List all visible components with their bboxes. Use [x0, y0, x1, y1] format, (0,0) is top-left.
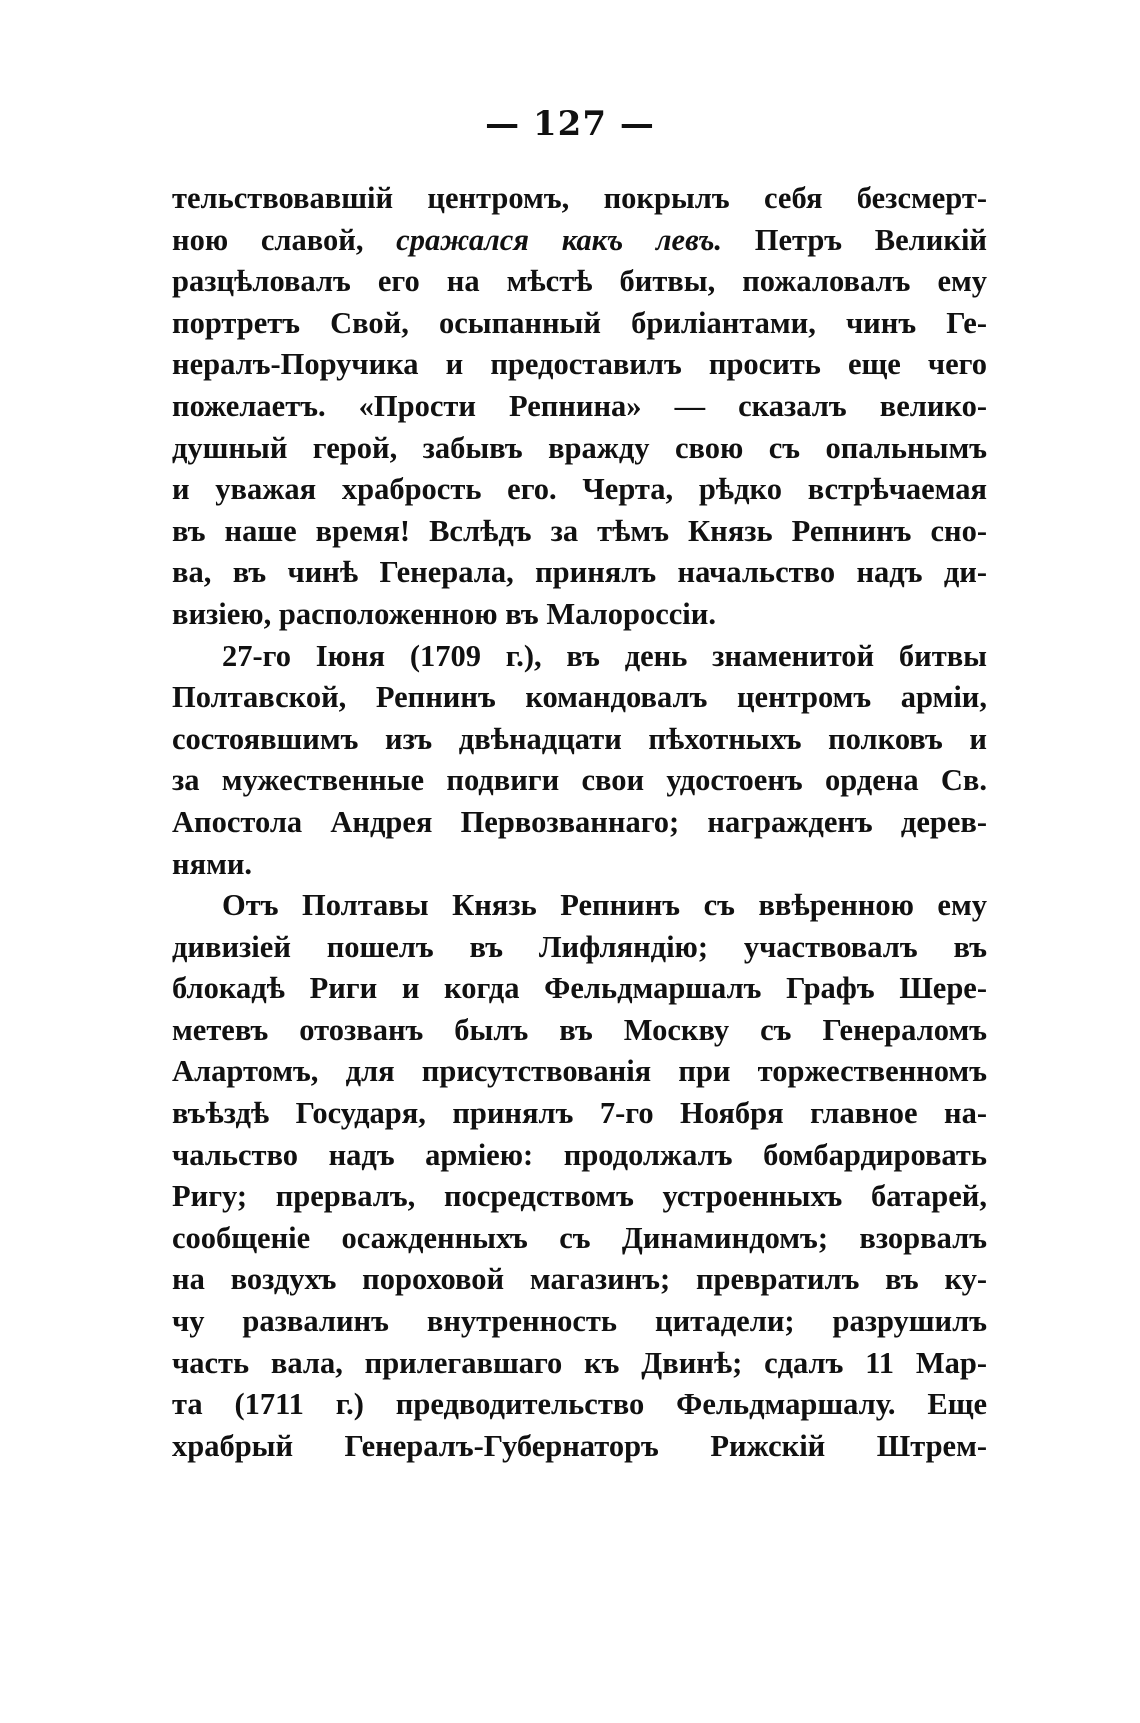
paragraph-1: [172, 178, 987, 636]
text-line: дивизіей пошелъ въ Лифляндію; участвовалъ въ: [172, 929, 987, 964]
text-line: храбрый Генералъ-Губернаторъ Рижскій Штрем-: [172, 1428, 987, 1463]
text-line: Отъ Полтавы Князь Репнинъ съ ввѣренною ему: [222, 888, 987, 923]
text-line: въ наше время! Вслѣдъ за тѣмъ Князь Репнинъ сно-: [172, 513, 987, 548]
text-line: визіею, расположенною въ Малороссіи.: [172, 596, 716, 631]
paragraph-3: [172, 885, 987, 1467]
text-line: душный герой, забывъ вражду свою съ опальнымъ: [172, 430, 987, 465]
text-line: Апостола Андрея Первозваннаго; награжденъ дерев-: [172, 804, 987, 839]
text-line: та (1711 г.) предводительство Фельдмаршалу. Еще: [172, 1387, 987, 1422]
text-line: нями.: [172, 846, 253, 881]
text-line: ною славой, сражался какъ левъ. Петръ Великій: [172, 222, 987, 257]
text-body: [172, 178, 987, 1467]
italic-phrase: сражался какъ левъ.: [396, 222, 723, 257]
text-line: Ригу; прервалъ, посредствомъ устроенныхъ батарей,: [172, 1179, 987, 1214]
page-number: — 127 —: [485, 104, 655, 144]
text-line: Алартомъ, для присутствованія при торжественномъ: [172, 1054, 987, 1089]
text-line: и уважая храбрость его. Черта, рѣдко встрѣчаемая: [172, 472, 987, 507]
text-line: часть вала, прилегавшаго къ Двинѣ; сдалъ 11 Мар-: [172, 1345, 987, 1380]
paragraph-2: [172, 636, 987, 886]
text-line: метевъ отозванъ былъ въ Москву съ Генераломъ: [172, 1012, 987, 1047]
text-line: портретъ Свой, осыпанный бриліантами, чинъ Ге-: [172, 305, 987, 340]
text-line: чальство надъ арміею: продолжалъ бомбардировать: [172, 1137, 987, 1172]
text-line: разцѣловалъ его на мѣстѣ битвы, пожаловалъ ему: [172, 264, 987, 299]
text-line: Полтавской, Репнинъ командовалъ центромъ арміи,: [172, 680, 987, 715]
text-line: ва, въ чинѣ Генерала, принялъ начальство надъ ди-: [172, 555, 987, 590]
text-line: на воздухъ пороховой магазинъ; превратилъ въ ку-: [172, 1262, 987, 1297]
text-line: блокадѣ Риги и когда Фельдмаршалъ Графъ Шере-: [172, 971, 987, 1006]
text-line: за мужественные подвиги свои удостоенъ ордена Св.: [172, 763, 987, 798]
text-line: сообщеніе осажденныхъ съ Динаминдомъ; взорвалъ: [172, 1220, 987, 1255]
text-line: въѣздѣ Государя, принялъ 7-го Ноября главное на-: [172, 1096, 987, 1131]
text-line: пожелаетъ. «Прости Репнина» — сказалъ велико-: [172, 388, 987, 423]
text-line: чу развалинъ внутренность цитадели; разрушилъ: [172, 1304, 987, 1339]
text-line: нералъ-Поручика и предоставилъ просить еще чего: [172, 347, 987, 382]
text-line: 27-го Іюня (1709 г.), въ день знаменитой битвы: [222, 638, 987, 673]
text-line: состоявшимъ изъ двѣнадцати пѣхотныхъ полковъ и: [172, 721, 987, 756]
text-line: тельствовавшій центромъ, покрылъ себя безсмерт-: [172, 181, 987, 215]
